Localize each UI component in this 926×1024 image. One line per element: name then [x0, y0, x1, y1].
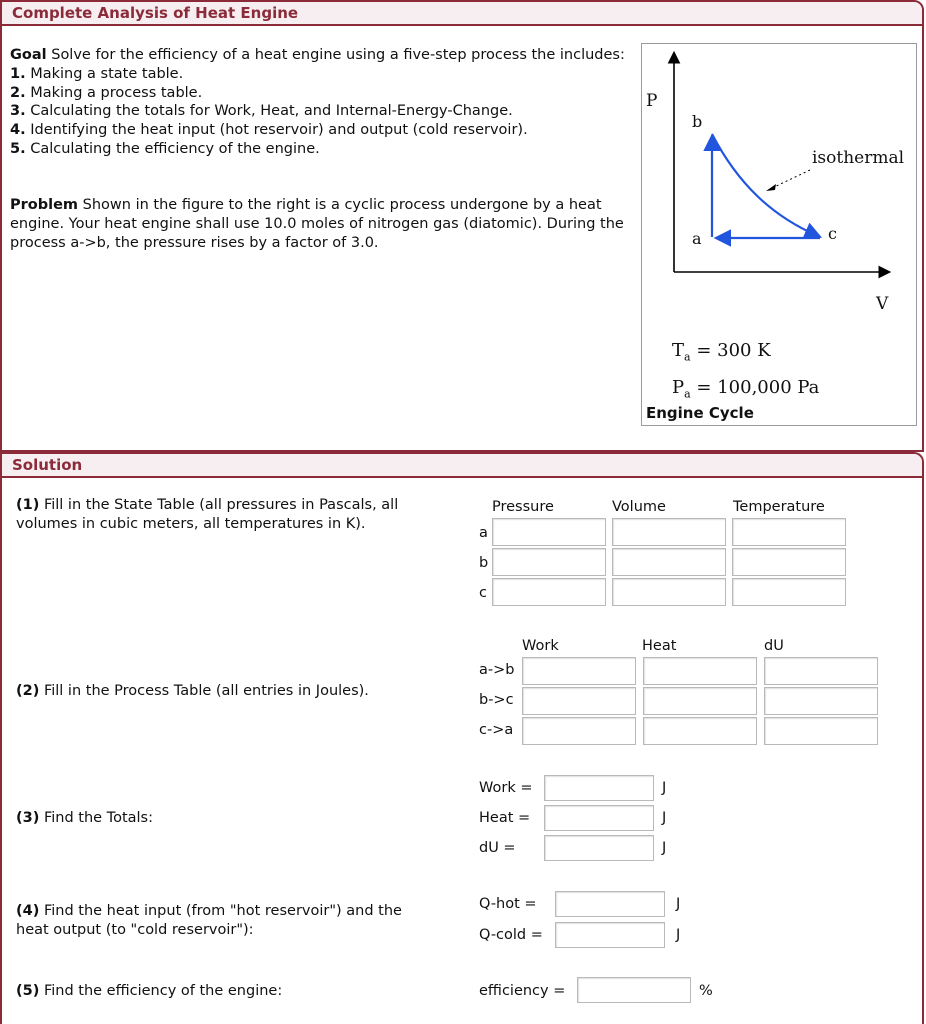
process-bc-du-input[interactable]	[764, 687, 878, 715]
problem-section	[10, 196, 640, 252]
p-axis-label: P	[646, 91, 658, 111]
engine-cycle-figure	[641, 43, 917, 426]
state-a-volume-input[interactable]	[612, 518, 726, 546]
process-ca-work-input[interactable]	[522, 717, 636, 745]
pv-diagram	[642, 44, 918, 427]
state-c-temperature-input[interactable]	[732, 578, 846, 606]
process-ca-heat-input[interactable]	[643, 717, 757, 745]
step2-instructions: (2) Fill in the Process Table (all entries in Joules).	[16, 683, 369, 699]
isothermal-pointer	[770, 170, 810, 189]
goal-step: 5. Calculating the efficiency of the engine.	[10, 140, 320, 157]
state-header-temperature: Temperature	[733, 499, 825, 515]
analysis-panel-header	[2, 2, 922, 26]
state-row-label: b	[479, 555, 489, 571]
step5-instructions: (5) Find the efficiency of the engine:	[16, 983, 283, 999]
solution-title: Solution	[12, 456, 83, 474]
panel-title: Complete Analysis of Heat Engine	[12, 4, 299, 22]
state-row-label: a	[479, 525, 488, 541]
process-ab-du-input[interactable]	[764, 657, 878, 685]
point-b-label: b	[692, 112, 703, 131]
problem-label: Problem	[10, 197, 79, 213]
analysis-panel	[0, 0, 924, 452]
isothermal-label: isothermal	[812, 148, 905, 168]
process-row-label: b->c	[479, 692, 514, 708]
efficiency-unit: %	[699, 983, 713, 999]
total-heat-label: Heat =	[479, 810, 531, 826]
process-b-to-c	[712, 134, 818, 236]
goal-step: 2. Making a process table.	[10, 84, 203, 101]
process-header-du: dU	[764, 638, 784, 654]
state-b-volume-input[interactable]	[612, 548, 726, 576]
step4-instructions: (4) Find the heat input (from "hot reservoir") and the heat output (to "cold reservoir"):	[16, 903, 402, 938]
problem-text: Shown in the figure to the right is a cyclic process undergone by a heat engine. Your heat engine shall use 10.0 moles of nitrogen gas (diatomic). During the process a->b, the pressure rises by a factor of 3.0.	[10, 197, 624, 251]
point-c-label: c	[828, 224, 837, 243]
state-header-pressure: Pressure	[492, 499, 554, 515]
q-cold-unit: J	[676, 927, 681, 943]
goal-step: 4. Identifying the heat input (hot reservoir) and output (cold reservoir).	[10, 122, 528, 139]
total-du-unit: J	[662, 840, 667, 856]
q-cold-input[interactable]	[555, 922, 665, 948]
process-row-label: a->b	[479, 662, 515, 678]
state-row-label: c	[479, 585, 487, 601]
solution-panel-header	[2, 454, 922, 478]
process-row-label: c->a	[479, 722, 514, 738]
total-heat-input[interactable]	[544, 805, 654, 831]
goal-step: 3. Calculating the totals for Work, Heat, and Internal-Energy-Change.	[10, 103, 513, 120]
goal-label: Goal	[10, 47, 47, 63]
solution-panel	[0, 452, 924, 1024]
isothermal-pointer-head	[766, 184, 776, 191]
process-ca-du-input[interactable]	[764, 717, 878, 745]
efficiency-label: efficiency =	[479, 983, 566, 999]
q-cold-label: Q-cold =	[479, 927, 543, 943]
process-ab-heat-input[interactable]	[643, 657, 757, 685]
process-ab-work-input[interactable]	[522, 657, 636, 685]
process-header-work: Work	[522, 638, 559, 654]
goal-section	[10, 46, 640, 159]
state-c-pressure-input[interactable]	[492, 578, 606, 606]
ta-value: $T_a = 300$ K	[672, 340, 771, 364]
step1-instructions: (1) Fill in the State Table (all pressures in Pascals, all volumes in cubic meters, all temperatures in K).	[16, 497, 399, 532]
state-b-pressure-input[interactable]	[492, 548, 606, 576]
process-header-heat: Heat	[642, 638, 677, 654]
point-a-label: a	[692, 229, 702, 248]
total-work-label: Work =	[479, 780, 533, 796]
v-axis-label: V	[876, 294, 889, 314]
total-du-label: dU =	[479, 840, 516, 856]
total-work-unit: J	[662, 780, 667, 796]
state-c-volume-input[interactable]	[612, 578, 726, 606]
step3-instructions: (3) Find the Totals:	[16, 810, 153, 826]
state-a-temperature-input[interactable]	[732, 518, 846, 546]
q-hot-label: Q-hot =	[479, 896, 537, 912]
q-hot-unit: J	[676, 896, 681, 912]
goal-step: 1. Making a state table.	[10, 65, 184, 82]
total-work-input[interactable]	[544, 775, 654, 801]
state-b-temperature-input[interactable]	[732, 548, 846, 576]
efficiency-input[interactable]	[577, 977, 691, 1003]
goal-text: Solve for the efficiency of a heat engine using a five-step process the includes:	[51, 47, 625, 63]
figure-caption: Engine Cycle	[646, 404, 754, 422]
process-bc-heat-input[interactable]	[643, 687, 757, 715]
state-a-pressure-input[interactable]	[492, 518, 606, 546]
state-header-volume: Volume	[612, 499, 666, 515]
q-hot-input[interactable]	[555, 891, 665, 917]
total-du-input[interactable]	[544, 835, 654, 861]
total-heat-unit: J	[662, 810, 667, 826]
process-bc-work-input[interactable]	[522, 687, 636, 715]
pa-value: $P_a = 100,000$ Pa	[672, 377, 820, 401]
